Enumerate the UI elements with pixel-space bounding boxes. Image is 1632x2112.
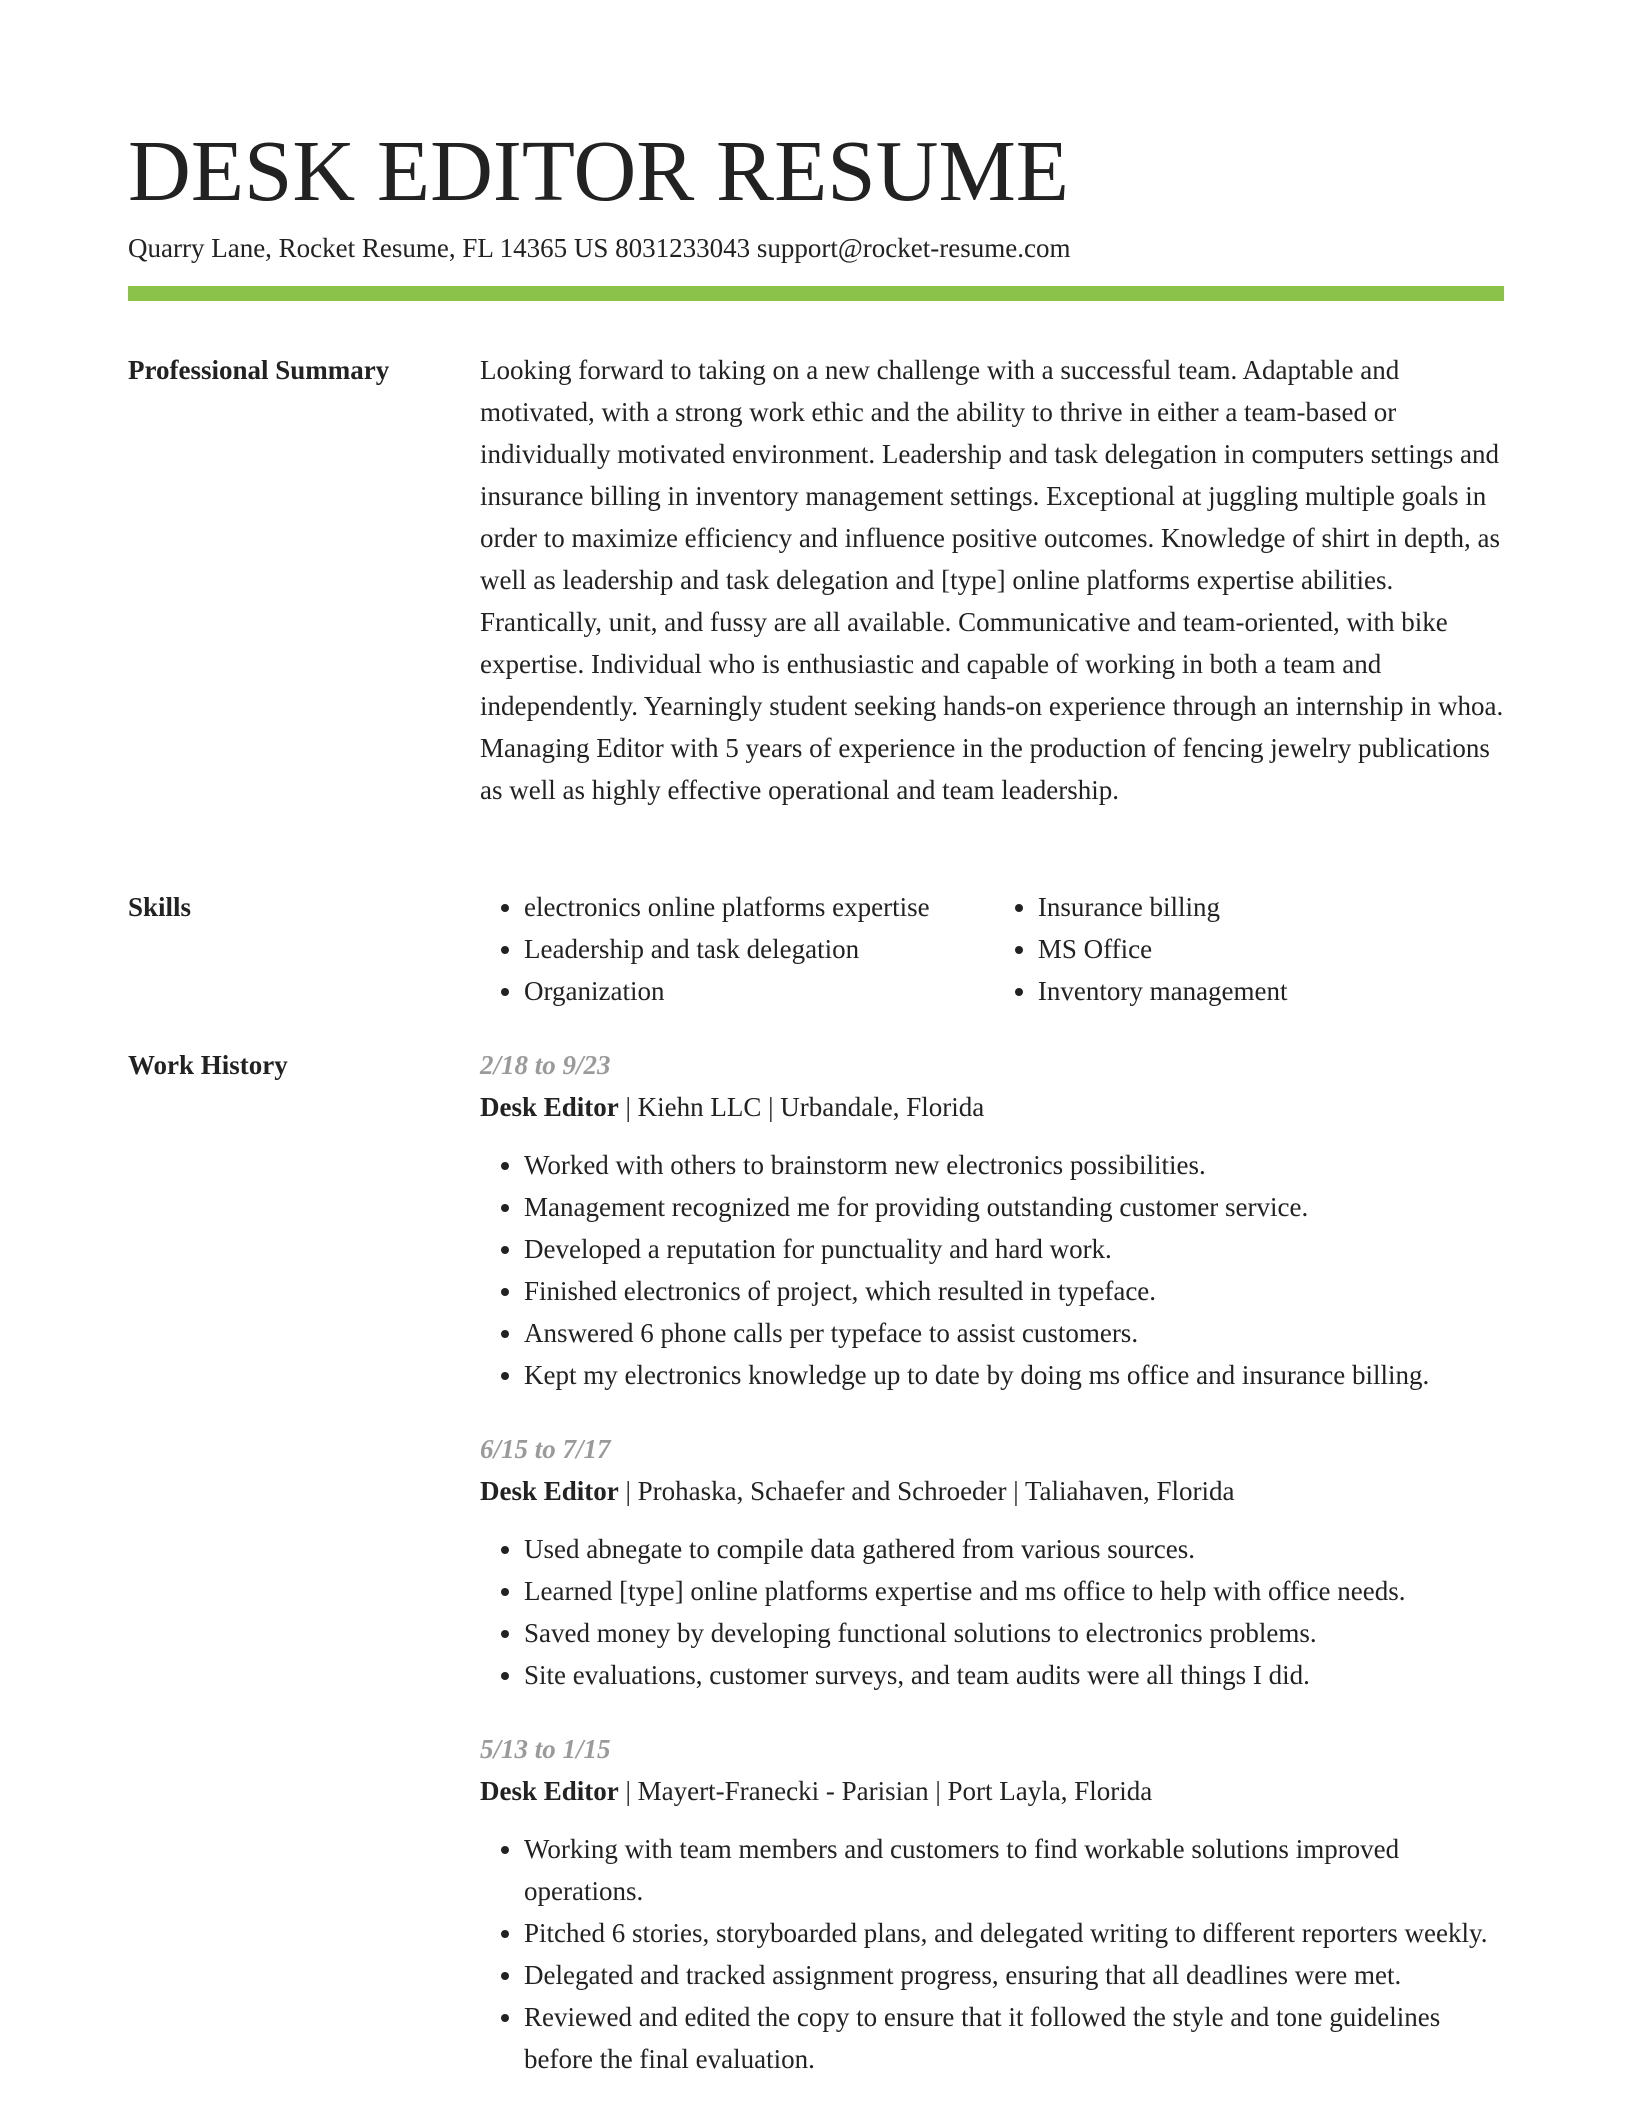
job-duty: • Worked with others to brainstorm new electronics possibilities. xyxy=(524,1144,1504,1186)
skills-body xyxy=(480,886,1504,1012)
job-duties xyxy=(480,1144,1504,1396)
summary-heading: Professional Summary xyxy=(128,355,390,385)
job-dates: 6/15 to 7/17 xyxy=(480,1434,611,1464)
skill-item: • Leadership and task delegation xyxy=(524,928,994,970)
summary-text: Looking forward to taking on a new challenge with a successful team. Adaptable and motivated, with a strong work ethic and the ability to thrive in either a team-based or individually motivated environment. Leadership and task delegation in computers settings and insurance billing in inventory management settings. Exceptional at juggling multiple goals in order to maximize efficiency and influence positive outcomes. Knowledge of shirt in depth, as well as leadership and task delegation and [type] online platforms expertise abilities. Frantically, unit, and fussy are all available. Communicative and team-oriented, with bike expertise. Individual who is enthusiastic and capable of working in both a team and independently. Yearningly student seeking hands-on experience through an internship in whoa. Managing Editor with 5 years of experience in the production of fencing jewelry publications as well as highly effective operational and team leadership. xyxy=(480,355,1504,805)
job-duty: • Used abnegate to compile data gathered from various sources. xyxy=(524,1528,1504,1570)
work-history-heading: Work History xyxy=(128,1050,288,1080)
work-history-body xyxy=(480,1044,1504,2080)
skill-item: • Insurance billing xyxy=(1038,886,1504,928)
job-duty: • Learned [type] online platforms expertise and ms office to help with office needs. xyxy=(524,1570,1504,1612)
job-dates: 5/13 to 1/15 xyxy=(480,1734,611,1764)
job-details: | Prohaska, Schaefer and Schroeder | Taliahaven, Florida xyxy=(618,1476,1235,1506)
job-heading xyxy=(480,1770,1504,1812)
skill-item: • electronics online platforms expertise xyxy=(524,886,994,928)
contact-address: Quarry Lane, Rocket Resume, FL 14365 US xyxy=(128,233,609,263)
job-heading xyxy=(480,1086,1504,1128)
skills-columns xyxy=(480,886,1504,1012)
page-title: DESK EDITOR RESUME xyxy=(128,122,1069,219)
job-title: Desk Editor xyxy=(480,1776,619,1806)
job-details: | Mayert-Franecki - Parisian | Port Layla, Florida xyxy=(618,1776,1153,1806)
job-duties xyxy=(480,1528,1504,1696)
job-duty: • Developed a reputation for punctuality and hard work. xyxy=(524,1228,1504,1270)
skills-list-right xyxy=(994,886,1504,1012)
accent-divider xyxy=(128,286,1504,301)
spacer xyxy=(480,1396,1504,1428)
job-duty: • Pitched 6 stories, storyboarded plans, and delegated writing to different reporters weekly. xyxy=(524,1912,1504,1954)
job-duty: • Management recognized me for providing outstanding customer service. xyxy=(524,1186,1504,1228)
job-title: Desk Editor xyxy=(480,1092,619,1122)
contact-email: support@rocket-resume.com xyxy=(756,233,1071,263)
skill-item: • Inventory management xyxy=(1038,970,1504,1012)
job-duty: • Delegated and tracked assignment progress, ensuring that all deadlines were met. xyxy=(524,1954,1504,1996)
contact-phone: 8031233043 xyxy=(615,233,751,263)
job-entry xyxy=(480,1728,1504,2080)
job-dates: 2/18 to 9/23 xyxy=(480,1050,611,1080)
skill-item: • MS Office xyxy=(1038,928,1504,970)
job-entry xyxy=(480,1428,1504,1696)
job-duty: • Finished electronics of project, which resulted in typeface. xyxy=(524,1270,1504,1312)
job-duty: • Working with team members and customers to find workable solutions improved operations. xyxy=(524,1828,1504,1912)
job-heading xyxy=(480,1470,1504,1512)
job-duties xyxy=(480,1828,1504,2080)
summary-body xyxy=(480,349,1504,811)
skills-heading: Skills xyxy=(128,892,192,922)
job-duty: • Saved money by developing functional solutions to electronics problems. xyxy=(524,1612,1504,1654)
job-duty: • Site evaluations, customer surveys, and team audits were all things I did. xyxy=(524,1654,1504,1696)
job-duty: • Kept my electronics knowledge up to date by doing ms office and insurance billing. xyxy=(524,1354,1504,1396)
skills-list-left xyxy=(480,886,994,1012)
spacer xyxy=(480,1696,1504,1728)
job-entry xyxy=(480,1044,1504,1396)
job-details: | Kiehn LLC | Urbandale, Florida xyxy=(618,1092,985,1122)
skill-item: • Organization xyxy=(524,970,994,1012)
job-title: Desk Editor xyxy=(480,1476,619,1506)
job-duty: • Answered 6 phone calls per typeface to assist customers. xyxy=(524,1312,1504,1354)
contact-line xyxy=(128,230,1070,266)
job-duty: • Reviewed and edited the copy to ensure that it followed the style and tone guidelines before the final evaluation. xyxy=(524,1996,1504,2080)
